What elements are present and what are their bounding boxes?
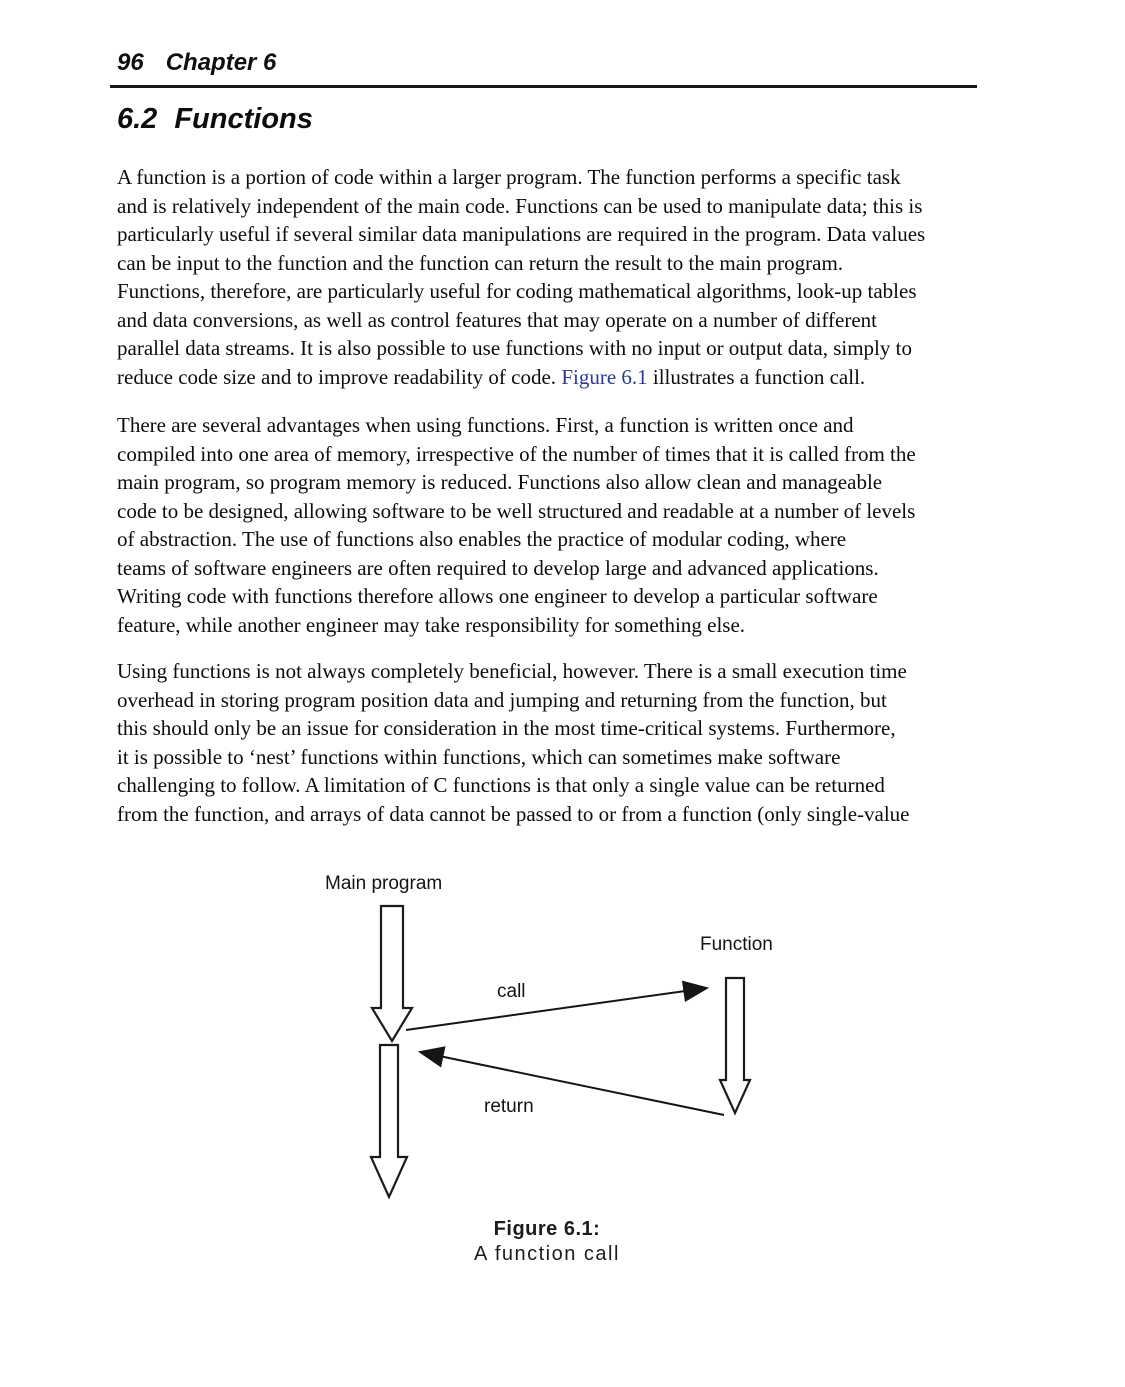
paragraph-1 bbox=[117, 163, 977, 391]
figure-caption-text: A function call bbox=[474, 1243, 620, 1265]
text-line: this should only be an issue for consideration in the most time-critical systems. Furthermore, bbox=[117, 716, 896, 740]
text-line bbox=[117, 363, 977, 392]
return-arrow bbox=[420, 1052, 724, 1115]
paragraph-2 bbox=[117, 411, 977, 639]
text-line: There are several advantages when using functions. First, a function is written once and bbox=[117, 413, 854, 437]
section-heading bbox=[117, 103, 313, 136]
text-line: it is possible to ‘nest’ functions within functions, which can sometimes make software bbox=[117, 744, 841, 769]
text-line: Functions, therefore, are particularly useful for coding mathematical algorithms, look-up tables bbox=[117, 279, 917, 303]
header-rule bbox=[110, 85, 977, 88]
text-line: can be input to the function and the function can return the result to the main program. bbox=[117, 250, 844, 275]
main-program-label: Main program bbox=[325, 873, 443, 894]
text-line: Writing code with functions therefore allows one engineer to develop a particular software bbox=[117, 584, 878, 608]
text-line: and data conversions, as well as control features that may operate on a number of different bbox=[117, 307, 877, 332]
text-line: feature, while another engineer may take responsibility for something else. bbox=[117, 612, 746, 637]
main-program-flow-arrow-upper bbox=[372, 906, 412, 1041]
text-line: code to be designed, allowing software to be well structured and readable at a number of levels bbox=[117, 498, 916, 523]
text-line: and is relatively independent of the main code. Functions can be used to manipulate data; this is bbox=[117, 193, 923, 218]
main-program-flow-arrow-lower bbox=[371, 1045, 407, 1197]
figure-caption bbox=[377, 1217, 717, 1267]
call-arrow bbox=[406, 988, 707, 1030]
section-number: 6.2 bbox=[117, 103, 158, 135]
section-title: Functions bbox=[174, 103, 313, 135]
text-line: particularly useful if several similar data manipulations are required in the program. Data values bbox=[117, 222, 926, 246]
body-text bbox=[117, 163, 977, 848]
function-call-diagram bbox=[300, 858, 784, 1214]
text-line: A function is a portion of code within a larger program. The function performs a specific task bbox=[117, 165, 901, 189]
figure-caption-title: Figure 6.1: bbox=[493, 1218, 601, 1240]
running-header bbox=[117, 49, 276, 77]
text-segment: reduce code size and to improve readability of code. bbox=[117, 364, 562, 389]
text-segment: illustrates a function call. bbox=[647, 364, 866, 389]
return-label: return bbox=[484, 1096, 534, 1117]
text-line: main program, so program memory is reduced. Functions also allow clean and manageable bbox=[117, 470, 883, 494]
text-line: compiled into one area of memory, irrespective of the number of times that it is called from the bbox=[117, 441, 916, 466]
function-label: Function bbox=[700, 934, 773, 955]
text-line: Using functions is not always completely beneficial, however. There is a small execution time bbox=[117, 659, 907, 683]
paragraph-3 bbox=[117, 657, 977, 828]
function-flow-arrow bbox=[720, 978, 750, 1113]
text-line: overhead in storing program position data and jumping and returning from the function, but bbox=[117, 687, 887, 712]
chapter-title: Chapter 6 bbox=[165, 49, 277, 76]
text-line: challenging to follow. A limitation of C functions is that only a single value can be returned bbox=[117, 773, 885, 797]
call-label: call bbox=[497, 981, 526, 1002]
text-line: teams of software engineers are often required to develop large and advanced applications. bbox=[117, 555, 879, 580]
text-line: from the function, and arrays of data cannot be passed to or from a function (only single-value bbox=[117, 801, 910, 826]
text-line: of abstraction. The use of functions also enables the practice of modular coding, where bbox=[117, 527, 847, 551]
text-line: parallel data streams. It is also possible to use functions with no input or output data, simply to bbox=[117, 336, 912, 360]
figure-reference-link[interactable]: Figure 6.1 bbox=[561, 364, 648, 389]
page-number: 96 bbox=[117, 49, 144, 76]
